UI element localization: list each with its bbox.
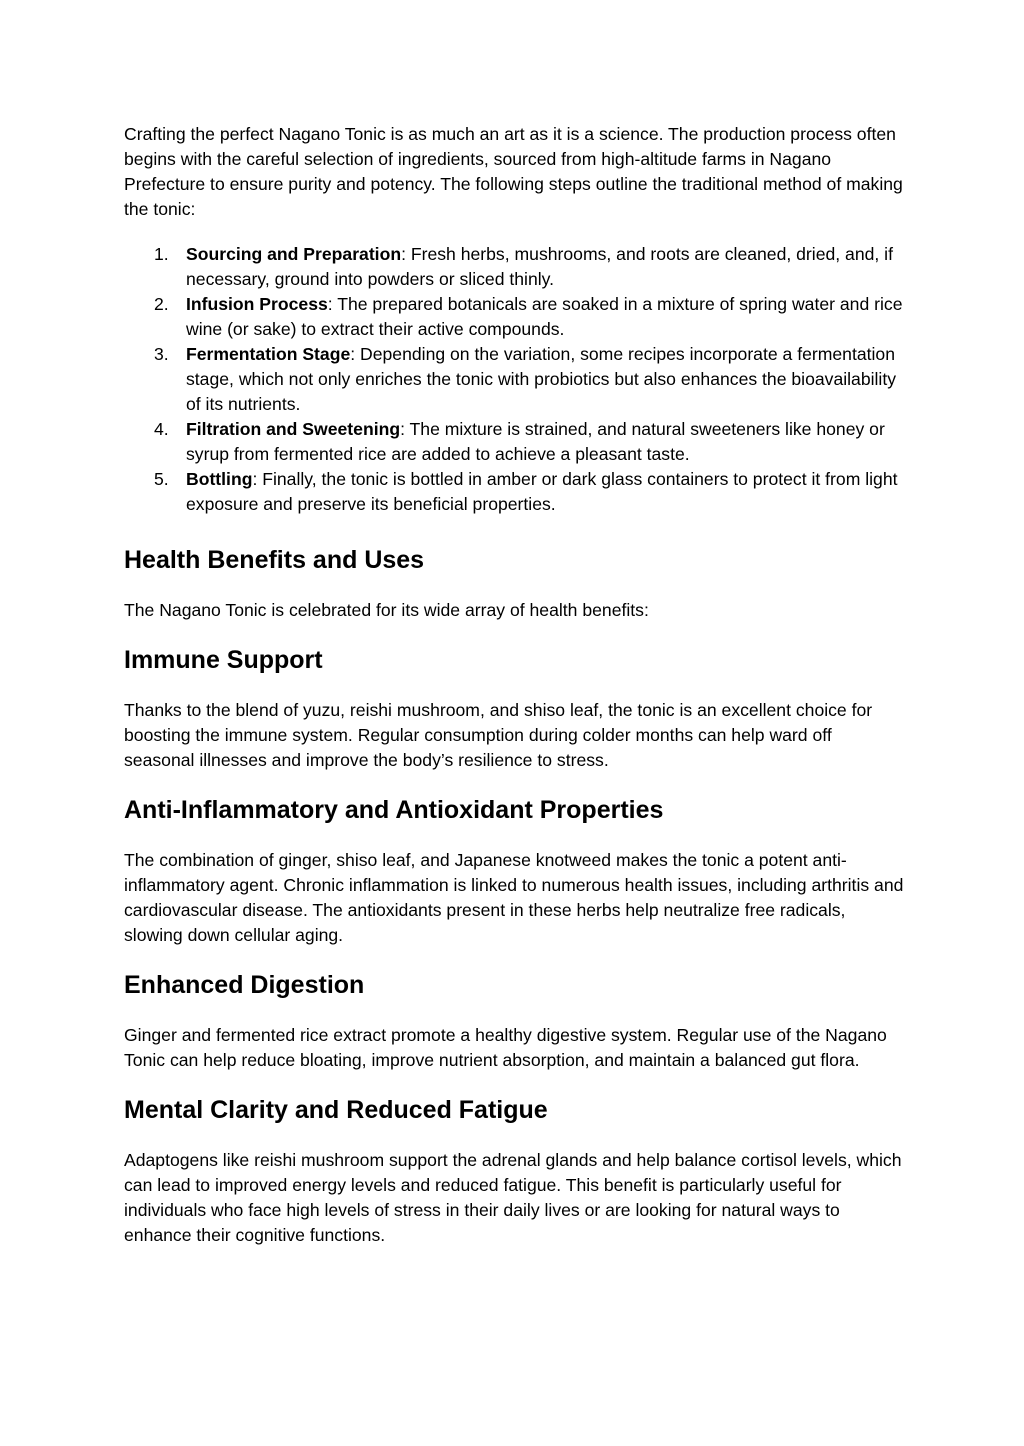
- list-item: [124, 242, 904, 292]
- list-item: [124, 417, 904, 467]
- section-paragraph: Ginger and fermented rice extract promote a healthy digestive system. Regular use of the Nagano Tonic can help reduce bloating, improve nutrient absorption, and maintain a balanced gut flora.: [124, 1025, 887, 1070]
- section-heading: Health Benefits and Uses: [124, 546, 425, 574]
- list-number: 4.: [154, 419, 169, 439]
- section-heading: Mental Clarity and Reduced Fatigue: [124, 1096, 548, 1124]
- section-paragraph: The combination of ginger, shiso leaf, and Japanese knotweed makes the tonic a potent anti-inflammatory agent. Chronic inflammation is linked to numerous health issues, including arthritis and cardiovascular disease. The antioxidants present in these herbs help neutralize free radicals, slowing down cellular aging.: [124, 850, 904, 945]
- section-paragraph: The Nagano Tonic is celebrated for its wide array of health benefits:: [124, 600, 649, 620]
- document-page: [124, 122, 904, 1248]
- production-steps-list: [124, 242, 904, 517]
- list-item: [124, 292, 904, 342]
- section-heading: Anti-Inflammatory and Antioxidant Properties: [124, 796, 664, 824]
- step-title: Bottling: [186, 469, 253, 489]
- list-item: [124, 342, 904, 417]
- step-title: Filtration and Sweetening: [186, 419, 401, 439]
- step-text: : Depending on the variation, some recipes incorporate a fermentation stage, which not only enriches the tonic with probiotics but also enhances the bioavailability of its nutrients.: [186, 344, 897, 414]
- section-paragraph: Adaptogens like reishi mushroom support the adrenal glands and help balance cortisol levels, which can lead to improved energy levels and reduced fatigue. This benefit is particularly useful for individuals who face high levels of stress in their daily lives or are looking for natural ways to enhance their cognitive functions.: [124, 1150, 902, 1245]
- step-title: Sourcing and Preparation: [186, 244, 402, 264]
- section-heading: Enhanced Digestion: [124, 971, 365, 999]
- step-title: Fermentation Stage: [186, 344, 351, 364]
- step-text: : Finally, the tonic is bottled in amber or dark glass containers to protect it from light exposure and preserve its beneficial properties.: [186, 469, 898, 514]
- list-number: 3.: [154, 344, 169, 364]
- step-title: Infusion Process: [186, 294, 328, 314]
- step-text: : Fresh herbs, mushrooms, and roots are cleaned, dried, and, if necessary, ground into powders or sliced thinly.: [186, 244, 893, 289]
- list-item: [124, 467, 904, 517]
- list-number: 2.: [154, 294, 169, 314]
- section-heading: Immune Support: [124, 646, 323, 674]
- step-text: : The mixture is strained, and natural sweeteners like honey or syrup from fermented rice are added to achieve a pleasant taste.: [186, 419, 885, 464]
- list-number: 1.: [154, 244, 169, 264]
- list-number: 5.: [154, 469, 169, 489]
- step-text: : The prepared botanicals are soaked in a mixture of spring water and rice wine (or sake) to extract their active compounds.: [186, 294, 903, 339]
- intro-paragraph: Crafting the perfect Nagano Tonic is as much an art as it is a science. The production process often begins with the careful selection of ingredients, sourced from high-altitude farms in Nagano Prefecture to ensure purity and potency. The following steps outline the traditional method of making the tonic:: [124, 124, 903, 219]
- section-paragraph: Thanks to the blend of yuzu, reishi mushroom, and shiso leaf, the tonic is an excellent choice for boosting the immune system. Regular consumption during colder months can help ward off seasonal illnesses and improve the body’s resilience to stress.: [124, 700, 873, 770]
